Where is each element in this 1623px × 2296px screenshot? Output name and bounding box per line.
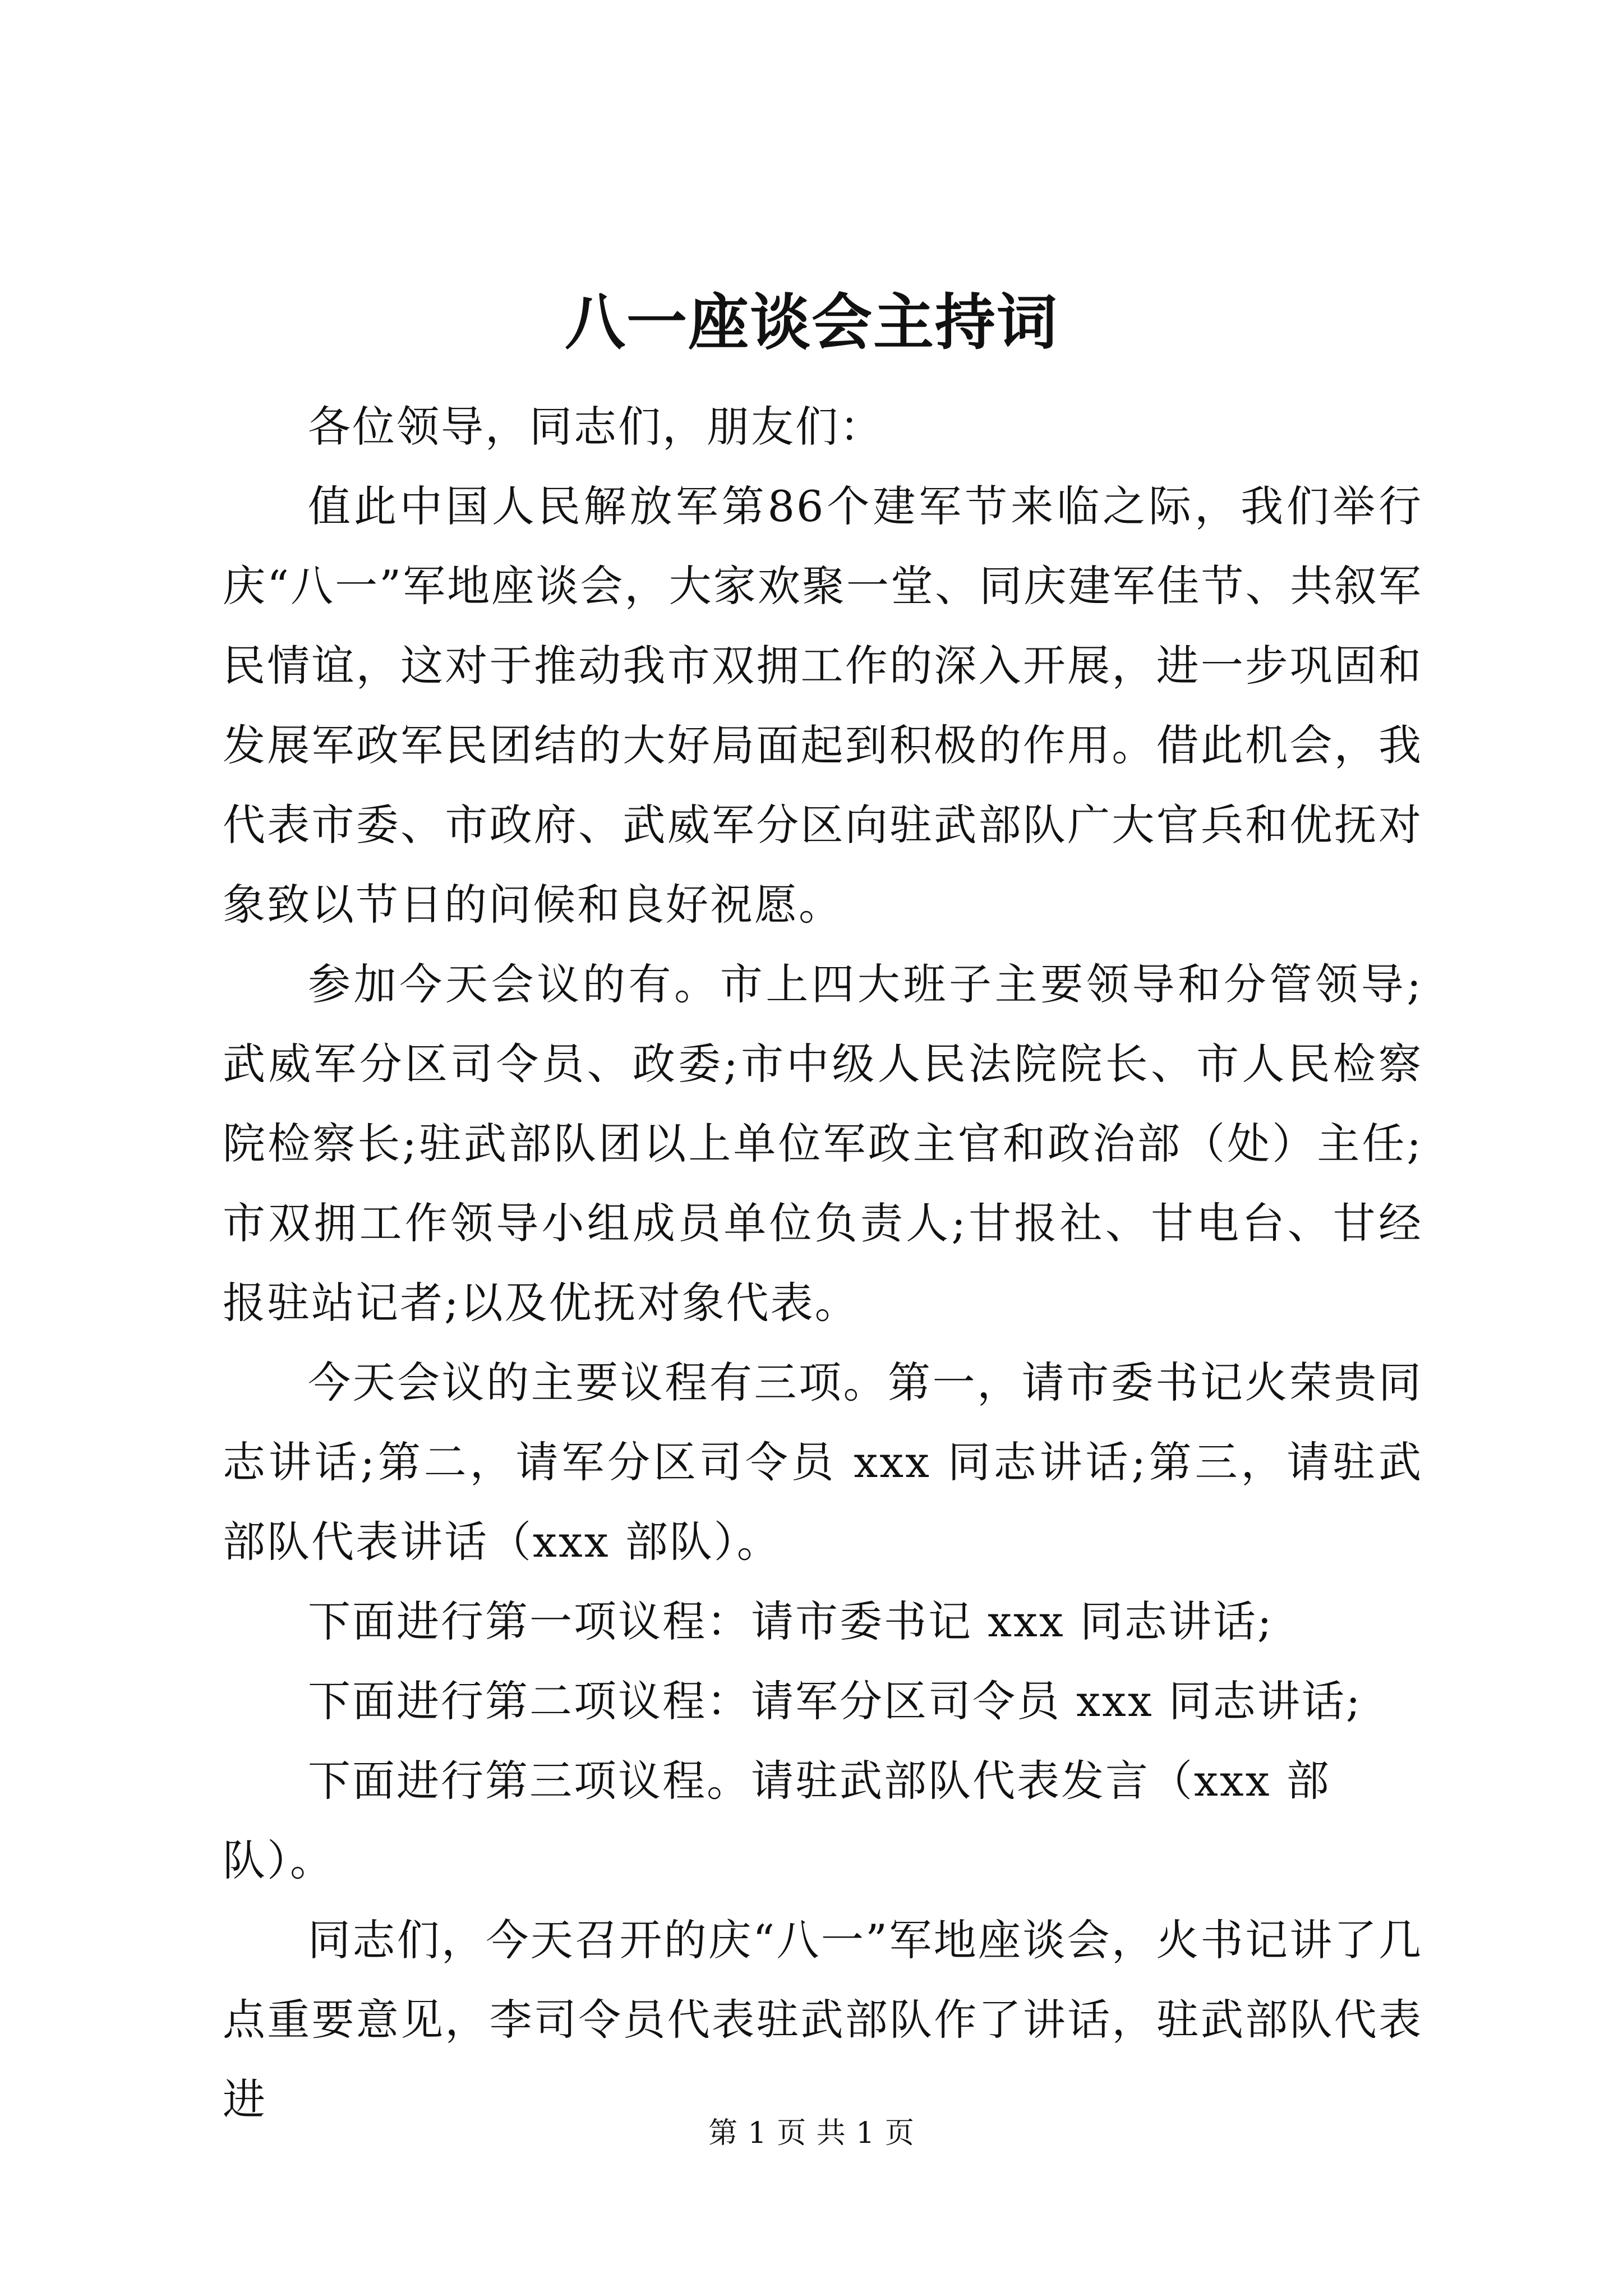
agenda-line-3: 下面进行第三项议程。请驻武部队代表发言（xxx 部队）。 <box>223 1756 1331 1885</box>
page-number-footer: 第 1 页 共 1 页 <box>708 2116 915 2150</box>
paragraph-agenda: 今天会议的主要议程有三项。第一，请市委书记火荣贵同志讲话;第二，请军分区司令员 xxx 同志讲话;第三，请驻武部队代表讲话（xxx 部队）。 <box>223 1358 1423 1567</box>
salutation: 各位领导，同志们，朋友们： <box>308 402 884 452</box>
paragraph-closing: 同志们，今天召开的庆“八一”军地座谈会，火书记讲了几点重要意见，李司令员代表驻武部队作了讲话，驻武部队代表进 <box>223 1915 1423 2124</box>
agenda-line-2: 下面进行第二项议程：请军分区司令员 xxx 同志讲话; <box>308 1676 1362 1726</box>
document-body <box>223 387 1423 2139</box>
agenda-line-1: 下面进行第一项议程：请市委书记 xxx 同志讲话; <box>308 1596 1274 1646</box>
paragraph-opening: 值此中国人民解放军第86个建军节来临之际，我们举行庆“八一”军地座谈会，大家欢聚一堂、同庆建军佳节、共叙军民情谊，这对于推动我市双拥工作的深入开展，进一步巩固和发展军政军民团结的大好局面起到积极的作用。借此机会，我代表市委、市政府、武威军分区向驻武部队广大官兵和优抚对象致以节日的问候和良好祝愿。 <box>223 481 1423 930</box>
paragraph-attendees: 参加今天会议的有。市上四大班子主要领导和分管领导;武威军分区司令员、政委;市中级人民法院院长、市人民检察院检察长;驻武部队团以上单位军政主官和政治部（处）主任;市双拥工作领导小组成员单位负责人;甘报社、甘电台、甘经报驻站记者;以及优抚对象代表。 <box>223 959 1423 1328</box>
document-title: 八一座谈会主持词 <box>564 287 1058 358</box>
